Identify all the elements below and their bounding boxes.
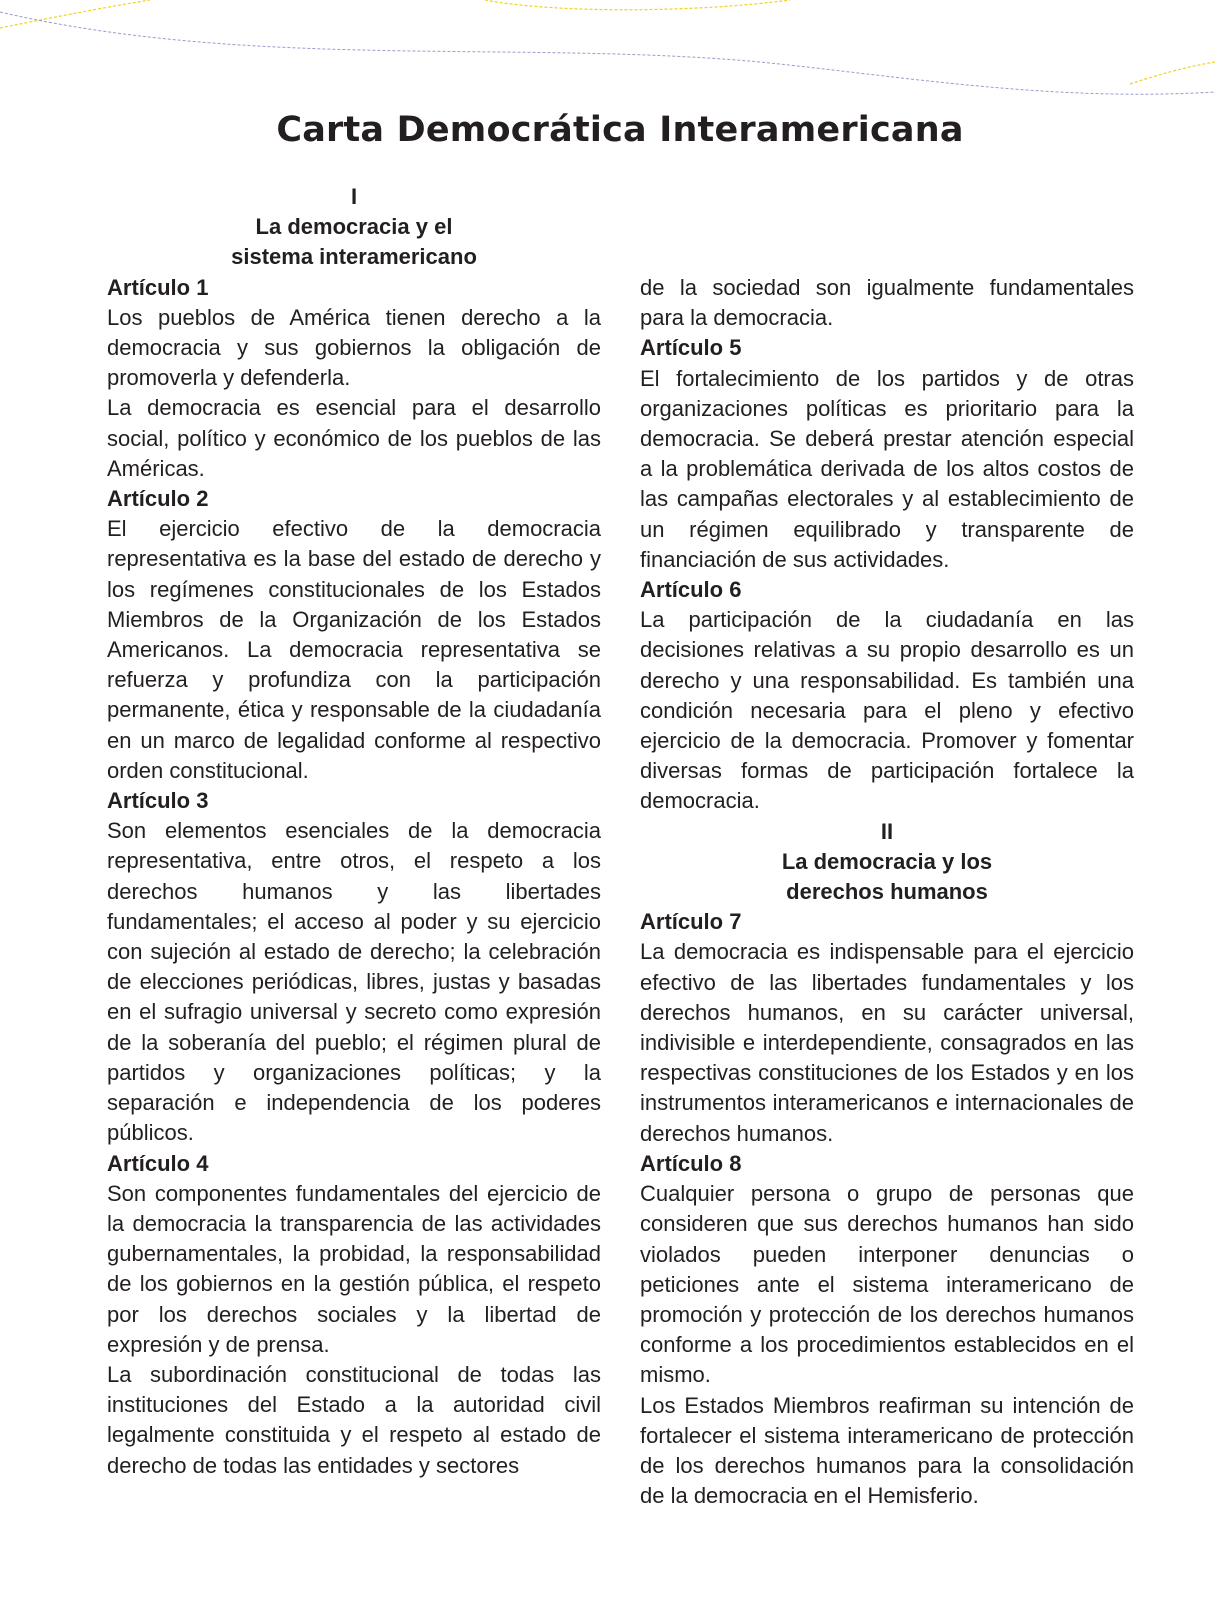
article-heading: Artículo 5 bbox=[640, 335, 742, 361]
section-heading: La democracia y el bbox=[255, 214, 453, 240]
paragraph: La participación de la ciudadanía en las decisiones relativas a su propio desarrollo es un derecho y una responsabilidad. Es también una condición necesaria para el pleno y efectivo ejercicio de la democracia. Promover y fomentar diversas formas de participación fortalece la democracia. bbox=[640, 607, 1134, 814]
paragraph: El fortalecimiento de los partidos y de otras organizaciones políticas es prioritario para la democracia. Se deberá prestar atención especial a la problemática derivada de los altos costos de las campañas electorales y al establecimiento de un régimen equilibrado y transparente de financiación de sus actividades. bbox=[640, 365, 1134, 572]
paragraph: Cualquier persona o grupo de personas que consideren que sus derechos humanos han sido violados pueden interponer denuncias o peticiones ante el sistema interamericano de promoción y protección de los derechos humanos conforme a los procedimientos establecidos en el mismo. bbox=[640, 1181, 1134, 1388]
page-title: Carta Democrática Interamericana bbox=[276, 110, 964, 150]
paragraph: de la sociedad son igualmente fundamentales para la democracia. bbox=[640, 275, 1134, 331]
paragraph: Son elementos esenciales de la democracia representativa, entre otros, el respeto a los derechos humanos y las libertades fundamentales; el acceso al poder y su ejercicio con sujeción al estado de derecho; la celebración de elecciones periódicas, libres, justas y basadas en el sufragio universal y secreto como expresión de la soberanía del pueblo; el régimen plural de partidos y organizaciones políticas; y la separación e independencia de los poderes públicos. bbox=[107, 818, 601, 1146]
paragraph: La democracia es indispensable para el ejercicio efectivo de las libertades fundamentales y los derechos humanos, en su carácter universal, indivisible e interdependiente, consagrados en las respectivas constituciones de los Estados y en los instrumentos interamericanos e internacionales de derechos humanos. bbox=[640, 939, 1134, 1146]
section-heading: sistema interamericano bbox=[231, 244, 477, 270]
paragraph: El ejercicio efectivo de la democracia representativa es la base del estado de derecho y los regímenes constitucionales de los Estados Miembros de la Organización de los Estados Americanos. La democracia representativa se refuerza y profundiza con la participación permanente, ética y responsable de la ciudadanía en un marco de legalidad conforme al respectivo orden constitucional. bbox=[107, 516, 601, 783]
article-heading: Artículo 8 bbox=[640, 1150, 742, 1176]
article-heading: Artículo 1 bbox=[107, 274, 209, 300]
paragraph: Son componentes fundamentales del ejercicio de la democracia la transparencia de las actividades gubernamentales, la probidad, la responsabilidad de los gobiernos en la gestión pública, el respeto por los derechos sociales y la libertad de expresión y de prensa. bbox=[107, 1180, 601, 1357]
paragraph: La democracia es esencial para el desarrollo social, político y económico de los pueblos de las Américas. bbox=[107, 395, 601, 481]
section-heading: derechos humanos bbox=[786, 879, 988, 905]
yellow-dashed-wave bbox=[1130, 62, 1215, 84]
article-heading: Artículo 7 bbox=[640, 909, 742, 935]
right-column bbox=[640, 273, 1134, 1511]
section-heading: II bbox=[880, 818, 894, 844]
purple-dashed-wave bbox=[0, 12, 1215, 94]
article-heading: Artículo 2 bbox=[107, 486, 209, 512]
section-heading: I bbox=[350, 184, 358, 209]
paragraph: La subordinación constitucional de todas las instituciones del Estado a la autoridad civil legalmente constituida y el respeto al estado de derecho de todas las entidades y sectores bbox=[107, 1361, 601, 1478]
article-heading: Artículo 3 bbox=[107, 788, 209, 814]
left-column bbox=[107, 182, 601, 1481]
article-heading: Artículo 4 bbox=[107, 1150, 209, 1176]
paragraph: Los Estados Miembros reafirman su intención de fortalecer el sistema interamericano de protección de los derechos humanos para la consolidación de la democracia en el Hemisferio. bbox=[640, 1392, 1134, 1509]
yellow-dashed-wave bbox=[485, 0, 790, 10]
paragraph: Los pueblos de América tienen derecho a la democracia y sus gobiernos la obligación de promoverla y defenderla. bbox=[107, 304, 601, 391]
article-heading: Artículo 6 bbox=[640, 577, 742, 603]
yellow-dashed-wave bbox=[0, 0, 150, 28]
decorative-wave-lines bbox=[0, 0, 1215, 110]
section-heading: La democracia y los bbox=[781, 848, 993, 874]
